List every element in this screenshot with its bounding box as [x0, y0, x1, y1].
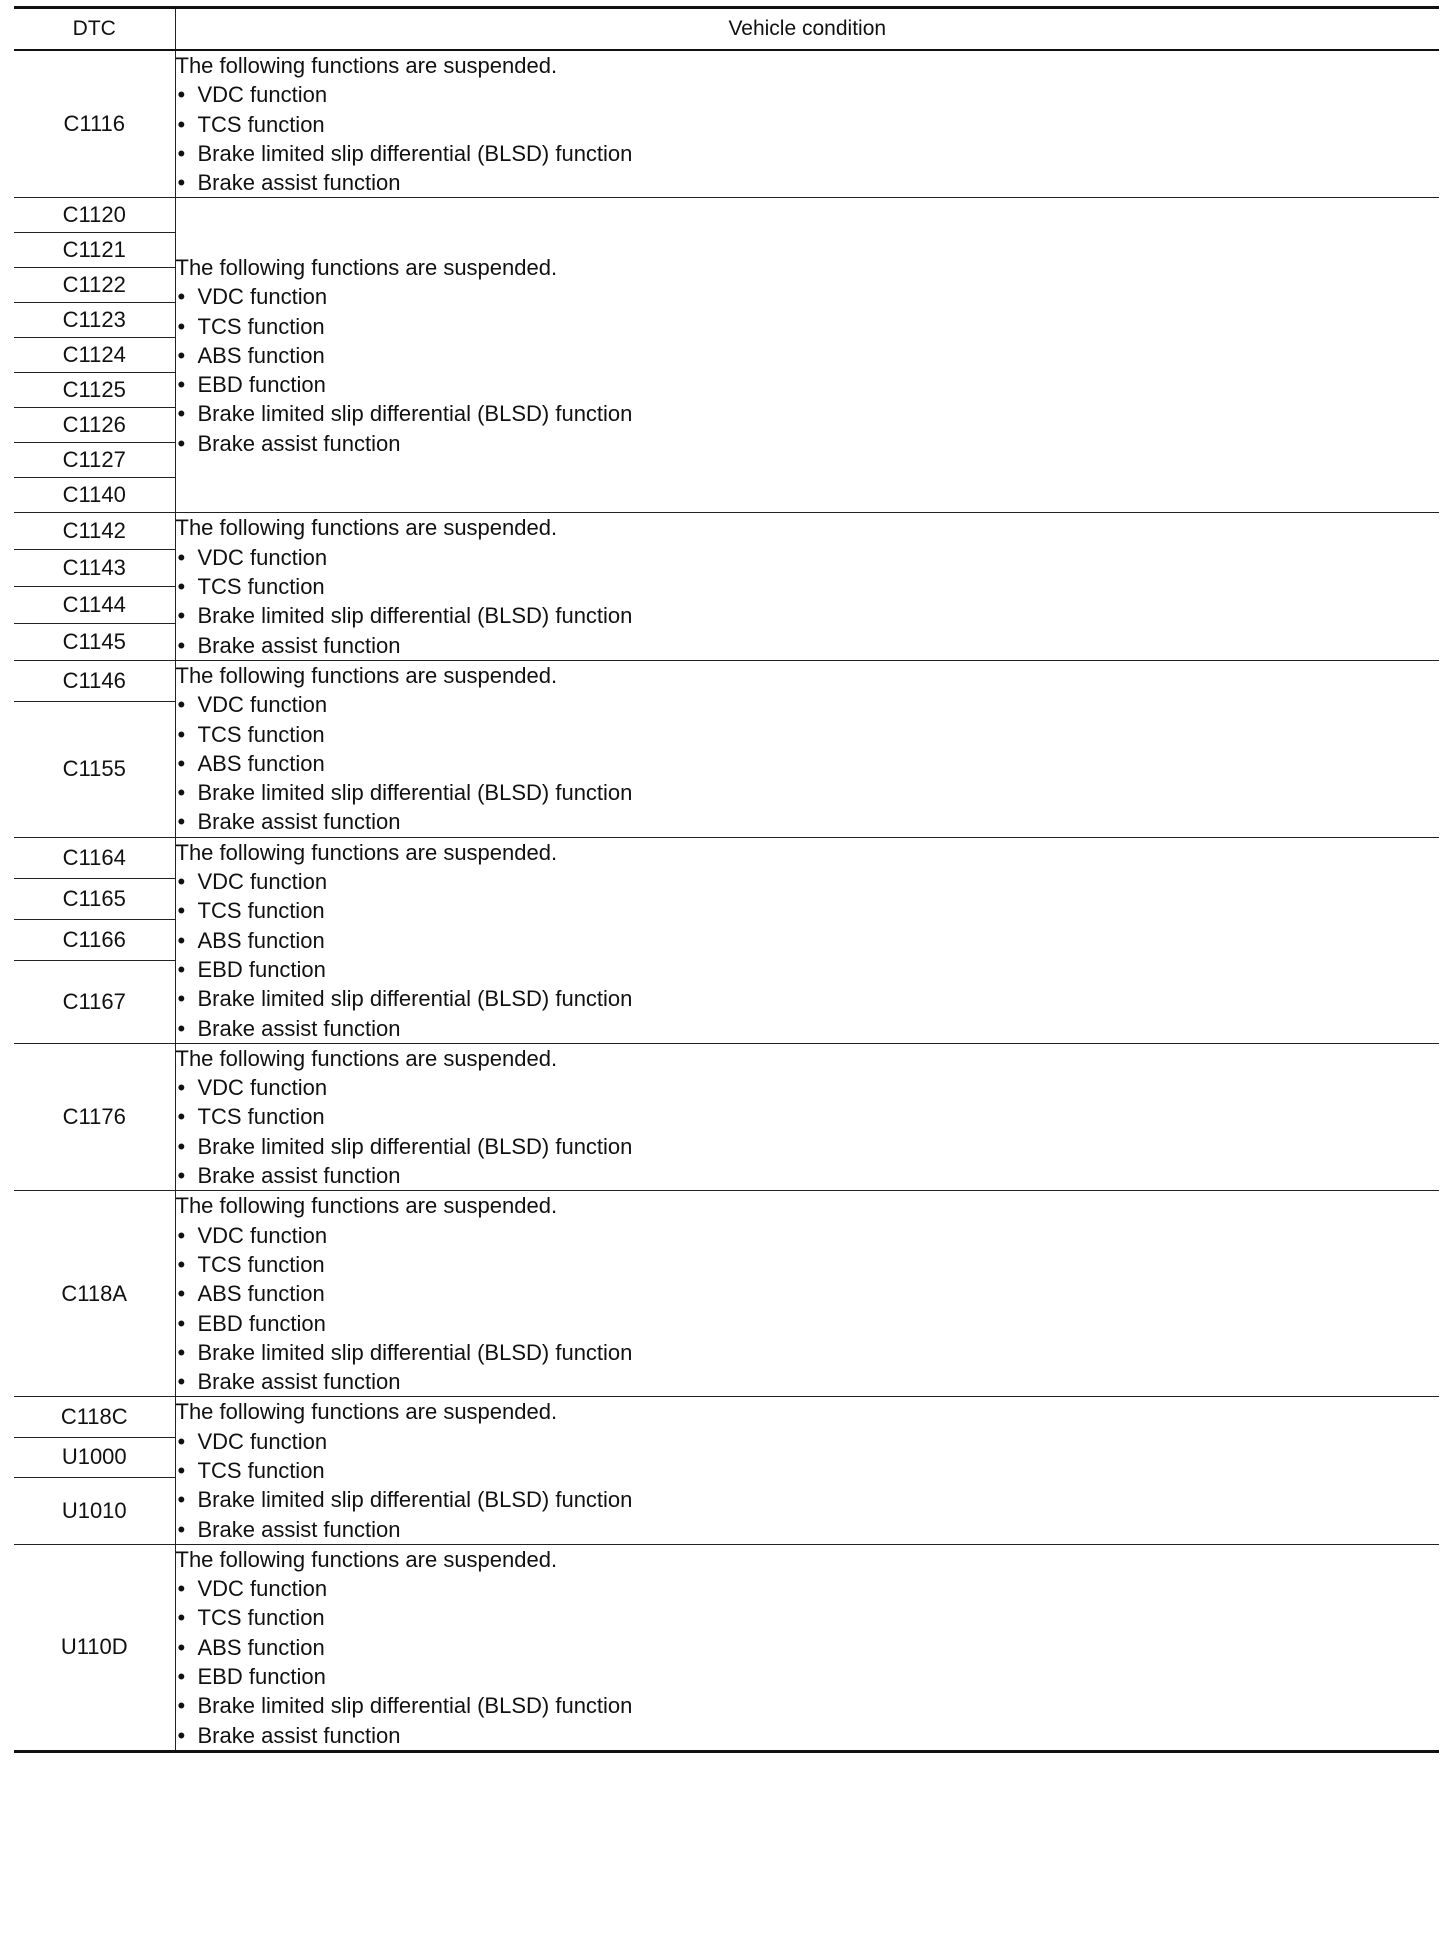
suspended-function-item: • Brake assist function [176, 1515, 1440, 1544]
suspended-functions-intro: The following functions are suspended. [175, 662, 558, 688]
table-row [14, 837, 1439, 878]
vehicle-condition-cell [175, 1043, 1439, 1190]
suspended-function-item: • Brake limited slip differential (BLSD) function [176, 1691, 1440, 1720]
suspended-function-item: • Brake limited slip differential (BLSD) function [176, 1485, 1440, 1514]
table-row [14, 1397, 1439, 1437]
suspended-function-item: • Brake assist function [176, 1721, 1440, 1750]
suspended-function-item: • TCS function [176, 312, 1440, 341]
table-body [14, 50, 1439, 1751]
suspended-function-item: • Brake limited slip differential (BLSD) function [176, 601, 1440, 630]
suspended-functions-intro: The following functions are suspended. [175, 1045, 558, 1071]
vehicle-condition-cell [175, 198, 1439, 513]
suspended-function-item: • TCS function [176, 896, 1440, 925]
suspended-function-item: • Brake limited slip differential (BLSD) function [176, 984, 1440, 1013]
dtc-code: C1164 [14, 837, 175, 878]
dtc-code: C1167 [14, 961, 175, 1043]
dtc-code: C1121 [14, 233, 175, 268]
table-row [14, 1544, 1439, 1751]
suspended-functions-intro: The following functions are suspended. [175, 1399, 558, 1425]
dtc-code: U110D [14, 1544, 175, 1751]
suspended-functions-list [176, 80, 1440, 197]
suspended-function-item: • TCS function [176, 1456, 1440, 1485]
header-row [14, 8, 1439, 51]
suspended-functions-intro: The following functions are suspended. [175, 1193, 558, 1219]
suspended-function-item: • EBD function [176, 370, 1440, 399]
suspended-function-item: • ABS function [176, 926, 1440, 955]
dtc-code: C1166 [14, 920, 175, 961]
suspended-function-item: • VDC function [176, 80, 1440, 109]
vehicle-condition-cell [175, 513, 1439, 660]
suspended-function-item: • Brake limited slip differential (BLSD) function [176, 1338, 1440, 1367]
suspended-functions-intro: The following functions are suspended. [175, 53, 558, 78]
suspended-function-item: • VDC function [176, 690, 1440, 719]
suspended-function-item: • Brake assist function [176, 631, 1440, 660]
suspended-function-item: • Brake assist function [176, 1014, 1440, 1043]
dtc-code: C1125 [14, 373, 175, 408]
dtc-code: C1155 [14, 701, 175, 837]
vehicle-condition-cell [175, 1544, 1439, 1751]
suspended-function-item: • Brake assist function [176, 168, 1440, 197]
table-row [14, 50, 1439, 198]
dtc-code: C1124 [14, 338, 175, 373]
table-row [14, 1043, 1439, 1190]
vehicle-condition-cell [175, 1397, 1439, 1544]
suspended-function-item: • Brake limited slip differential (BLSD) function [176, 778, 1440, 807]
header-dtc: DTC [14, 8, 175, 51]
suspended-functions-list [176, 282, 1440, 458]
suspended-function-item: • ABS function [176, 1279, 1440, 1308]
table-row [14, 660, 1439, 701]
dtc-code: C1146 [14, 660, 175, 701]
suspended-function-item: • Brake assist function [176, 1161, 1440, 1190]
suspended-functions-list [176, 1427, 1440, 1544]
suspended-functions-list [176, 1574, 1440, 1750]
dtc-code: C1123 [14, 303, 175, 338]
suspended-function-item: • TCS function [176, 720, 1440, 749]
suspended-function-item: • EBD function [176, 955, 1440, 984]
suspended-function-item: • TCS function [176, 572, 1440, 601]
suspended-function-item: • TCS function [176, 1102, 1440, 1131]
dtc-code: C1140 [14, 478, 175, 513]
suspended-function-item: • TCS function [176, 1603, 1440, 1632]
suspended-functions-list [176, 1073, 1440, 1190]
dtc-code: C118A [14, 1191, 175, 1397]
table-row [14, 513, 1439, 550]
dtc-code: C1122 [14, 268, 175, 303]
dtc-code: U1010 [14, 1478, 175, 1545]
suspended-function-item: • Brake limited slip differential (BLSD) function [176, 1132, 1440, 1161]
suspended-function-item: • Brake assist function [176, 1367, 1440, 1396]
suspended-function-item: • VDC function [176, 1221, 1440, 1250]
dtc-code: C1145 [14, 624, 175, 661]
suspended-function-item: • Brake limited slip differential (BLSD) function [176, 399, 1440, 428]
suspended-function-item: • Brake assist function [176, 807, 1440, 836]
suspended-functions-list [176, 1221, 1440, 1397]
vehicle-condition-cell [175, 50, 1439, 198]
suspended-functions-intro: The following functions are suspended. [175, 515, 558, 541]
suspended-function-item: • VDC function [176, 543, 1440, 572]
dtc-code: C1120 [14, 198, 175, 233]
suspended-function-item: • Brake assist function [176, 429, 1440, 458]
suspended-function-item: • ABS function [176, 1633, 1440, 1662]
dtc-code: C1144 [14, 587, 175, 624]
dtc-code: C1165 [14, 878, 175, 919]
table-row [14, 1191, 1439, 1397]
suspended-function-item: • VDC function [176, 282, 1440, 311]
dtc-code: U1000 [14, 1437, 175, 1477]
vehicle-condition-cell [175, 1191, 1439, 1397]
vehicle-condition-cell [175, 660, 1439, 837]
header-vehicle-condition: Vehicle condition [175, 8, 1439, 51]
suspended-function-item: • ABS function [176, 341, 1440, 370]
suspended-functions-list [176, 867, 1440, 1043]
suspended-function-item: • VDC function [176, 1073, 1440, 1102]
suspended-functions-list [176, 690, 1440, 836]
table-row [14, 198, 1439, 233]
dtc-vehicle-condition-table [14, 6, 1439, 1753]
dtc-code: C1143 [14, 550, 175, 587]
dtc-code: C1176 [14, 1043, 175, 1190]
suspended-function-item: • VDC function [176, 867, 1440, 896]
suspended-function-item: • TCS function [176, 1250, 1440, 1279]
suspended-functions-intro: The following functions are suspended. [175, 1546, 558, 1572]
suspended-function-item: • EBD function [176, 1309, 1440, 1338]
suspended-function-item: • VDC function [176, 1574, 1440, 1603]
dtc-code: C1116 [14, 50, 175, 198]
suspended-function-item: • EBD function [176, 1662, 1440, 1691]
suspended-functions-intro: The following functions are suspended. [175, 839, 558, 865]
suspended-function-item: • Brake limited slip differential (BLSD) function [176, 139, 1440, 168]
vehicle-condition-cell [175, 837, 1439, 1043]
dtc-code: C118C [14, 1397, 175, 1437]
suspended-function-item: • VDC function [176, 1427, 1440, 1456]
suspended-functions-intro: The following functions are suspended. [175, 254, 558, 280]
suspended-function-item: • ABS function [176, 749, 1440, 778]
dtc-code: C1142 [14, 513, 175, 550]
dtc-code: C1127 [14, 443, 175, 478]
dtc-code: C1126 [14, 408, 175, 443]
suspended-function-item: • TCS function [176, 110, 1440, 139]
suspended-functions-list [176, 543, 1440, 660]
